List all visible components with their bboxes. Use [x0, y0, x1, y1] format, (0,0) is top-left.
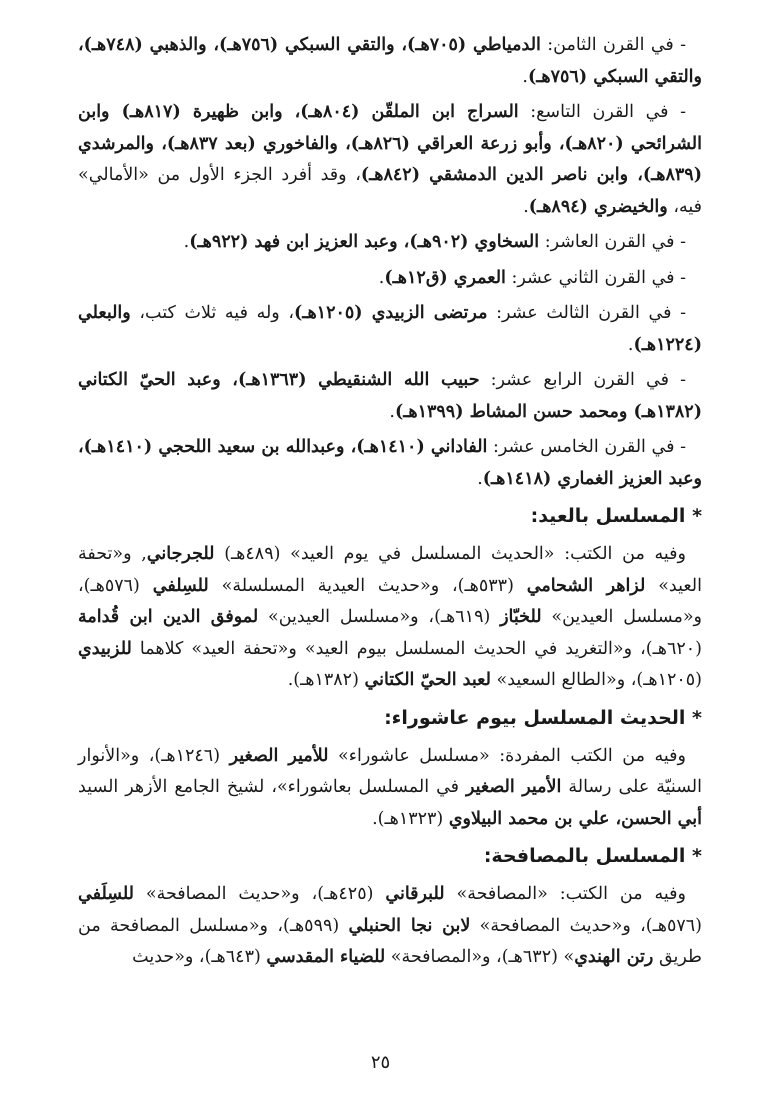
bold-name: للضياء المقدسي	[266, 947, 386, 967]
paragraph-ashura	[78, 741, 702, 836]
bold-name: مرتضى الزبيدي (١٢٠٥هـ)	[294, 303, 488, 323]
text-run: وفيه من الكتب المفردة: «مسلسل عاشوراء»	[328, 745, 686, 766]
heading-ashura: * الحديث المسلسل بيوم عاشوراء:	[384, 706, 702, 729]
list-item-century-8	[78, 30, 702, 93]
bold-name: حبيب الله الشنقيطي (١٣٦٣هـ)، وعبد الحيّ الكتاني (١٣٨٢هـ) ومحمد حسن المشاط (١٣٩٩هـ)	[78, 370, 702, 422]
bold-name: للسِلفي	[152, 575, 209, 596]
text-run: , و«تحفة العيد»	[78, 544, 702, 596]
text-run: - في القرن الرابع عشر:	[479, 370, 687, 390]
page-number: ٢٥	[370, 1052, 391, 1073]
list-item-century-12	[78, 263, 702, 295]
bold-name: والخيضري (٨٩٤هـ)	[528, 196, 668, 217]
text-run: - في القرن الثامن:	[540, 35, 686, 55]
text-run: (١٣٢٣هـ).	[372, 808, 449, 829]
bold-name: العمري (ق١٢هـ)	[384, 267, 506, 288]
text-run: - في القرن الخامس عشر:	[487, 437, 686, 457]
bold-name: الأمير الصغير	[465, 777, 562, 797]
bold-name: والبعلي (١٢٢٤هـ)	[78, 303, 702, 355]
list-item-century-10	[78, 227, 702, 259]
text-run: .	[378, 267, 385, 288]
text-run: في المسلسل بعاشوراء»، لشيخ الجامع الأزهر السيد	[78, 777, 466, 797]
text-run: .	[523, 196, 529, 217]
text-run: ، وقد أفرد الجزء الأول من «الأمالي» فيه،	[78, 165, 702, 217]
bold-name: للزبيدي	[78, 638, 132, 659]
bold-name: للجرجاني	[146, 544, 215, 564]
bold-name: لموفق الدين ابن قُدامة	[78, 607, 259, 627]
heading-eid: * المسلسل بالعيد:	[530, 505, 702, 527]
bold-name: لابن نجا الحنبلي	[348, 915, 471, 936]
text-run: .	[183, 232, 190, 252]
text-run: (٥٧٦هـ)، و«حديث المصافحة»	[470, 915, 702, 936]
text-run: (١٢٠٥هـ)، و«الطالع السعيد»	[490, 670, 702, 690]
text-run: (١٢٤٦هـ)، و«الأنوار السنيّة على رسالة	[78, 745, 703, 797]
text-run: .	[477, 468, 483, 489]
text-run: (٥٧٦هـ)، و«مسلسل العيدين»	[78, 575, 702, 627]
bold-name: للأمير الصغير	[229, 745, 329, 766]
text-run: .	[627, 334, 634, 355]
heading-handshake: * المسلسل بالمصافحة:	[483, 845, 702, 867]
list-item-century-13	[78, 298, 702, 361]
bold-name: لزاهر الشحامي	[526, 575, 646, 596]
text-run: (٤٢٥هـ)، و«حديث المصافحة»	[133, 884, 386, 904]
bold-name: لعبد الحيّ الكتاني	[364, 670, 491, 690]
text-run: - في القرن الثالث عشر:	[487, 303, 686, 323]
list-item-century-14	[78, 365, 702, 428]
bold-name: الدمياطي (٧٠٥هـ)، والتقي السبكي (٧٥٦هـ)، والذهبي (٧٤٨هـ)، والتقي السبكي (٧٥٦هـ)	[78, 35, 702, 87]
bold-name: للبرقاني	[385, 884, 445, 904]
text-run: (٦٢٠هـ)، و«التغريد في الحديث المسلسل بيوم العيد» و«تحفة العيد» كلاهما	[131, 638, 702, 659]
paragraph-handshake	[78, 879, 702, 974]
list-item-century-9	[78, 97, 702, 223]
list-item-century-15	[78, 432, 702, 495]
text-run: .	[389, 401, 395, 422]
text-run: (٥٣٣هـ)، و«حديث العيدية المسلسلة»	[208, 575, 527, 596]
bold-name: السخاوي (٩٠٢هـ)، وعبد العزيز ابن فهد (٩٢٢هـ)	[189, 232, 540, 252]
bold-name: السراج ابن الملقّن (٨٠٤هـ)، وابن ظهيرة (٨١٧هـ) وابن الشرائحي (٨٢٠هـ)، وأبو زرعة العراقي (٨٢٦هـ)، والفاخوري (بعد ٨٣٧هـ)، والمرشدي (٨٣٩هـ)، وابن ناصر الدين الدمشقي (٨٤٢هـ)	[78, 102, 702, 185]
bold-name: الفاداني (١٤١٠هـ)، وعبدالله بن سعيد اللحجي (١٤١٠هـ)، وعبد العزيز الغماري (١٤١٨هـ)	[78, 437, 702, 489]
text-run: وفيه من الكتب: «المصافحة»	[444, 884, 686, 904]
text-run: .	[522, 66, 528, 87]
text-run: (٦١٩هـ)، و«مسلسل العيدين»	[258, 607, 501, 627]
text-run: » (٦٣٢هـ)، و«المصافحة»	[385, 947, 575, 967]
paragraph-eid	[78, 539, 702, 697]
page-body	[78, 30, 702, 978]
text-run: (٥٩٩هـ)، و«مسلسل المصافحة من طريق	[78, 915, 702, 967]
text-run: (٦٤٣هـ)، و«حديث	[132, 947, 267, 967]
bold-name: أبي الحسن، علي بن محمد البيلاوي	[448, 808, 702, 829]
text-run: - في القرن التاسع:	[518, 102, 687, 122]
bold-name: للخبّاز	[500, 607, 542, 627]
text-run: (١٣٨٢هـ).	[287, 670, 365, 690]
text-run: وفيه من الكتب: «الحديث المسلسل في يوم العيد» (٤٨٩هـ)	[214, 544, 686, 564]
centuries-list	[78, 30, 702, 495]
bold-name: رتن الهندي	[574, 947, 654, 967]
text-run: ، وله فيه ثلاث كتب،	[130, 303, 295, 323]
text-run: - في القرن الثاني عشر:	[505, 267, 686, 288]
bold-name: للسِلَفي	[78, 884, 134, 904]
text-run: - في القرن العاشر:	[539, 232, 686, 252]
